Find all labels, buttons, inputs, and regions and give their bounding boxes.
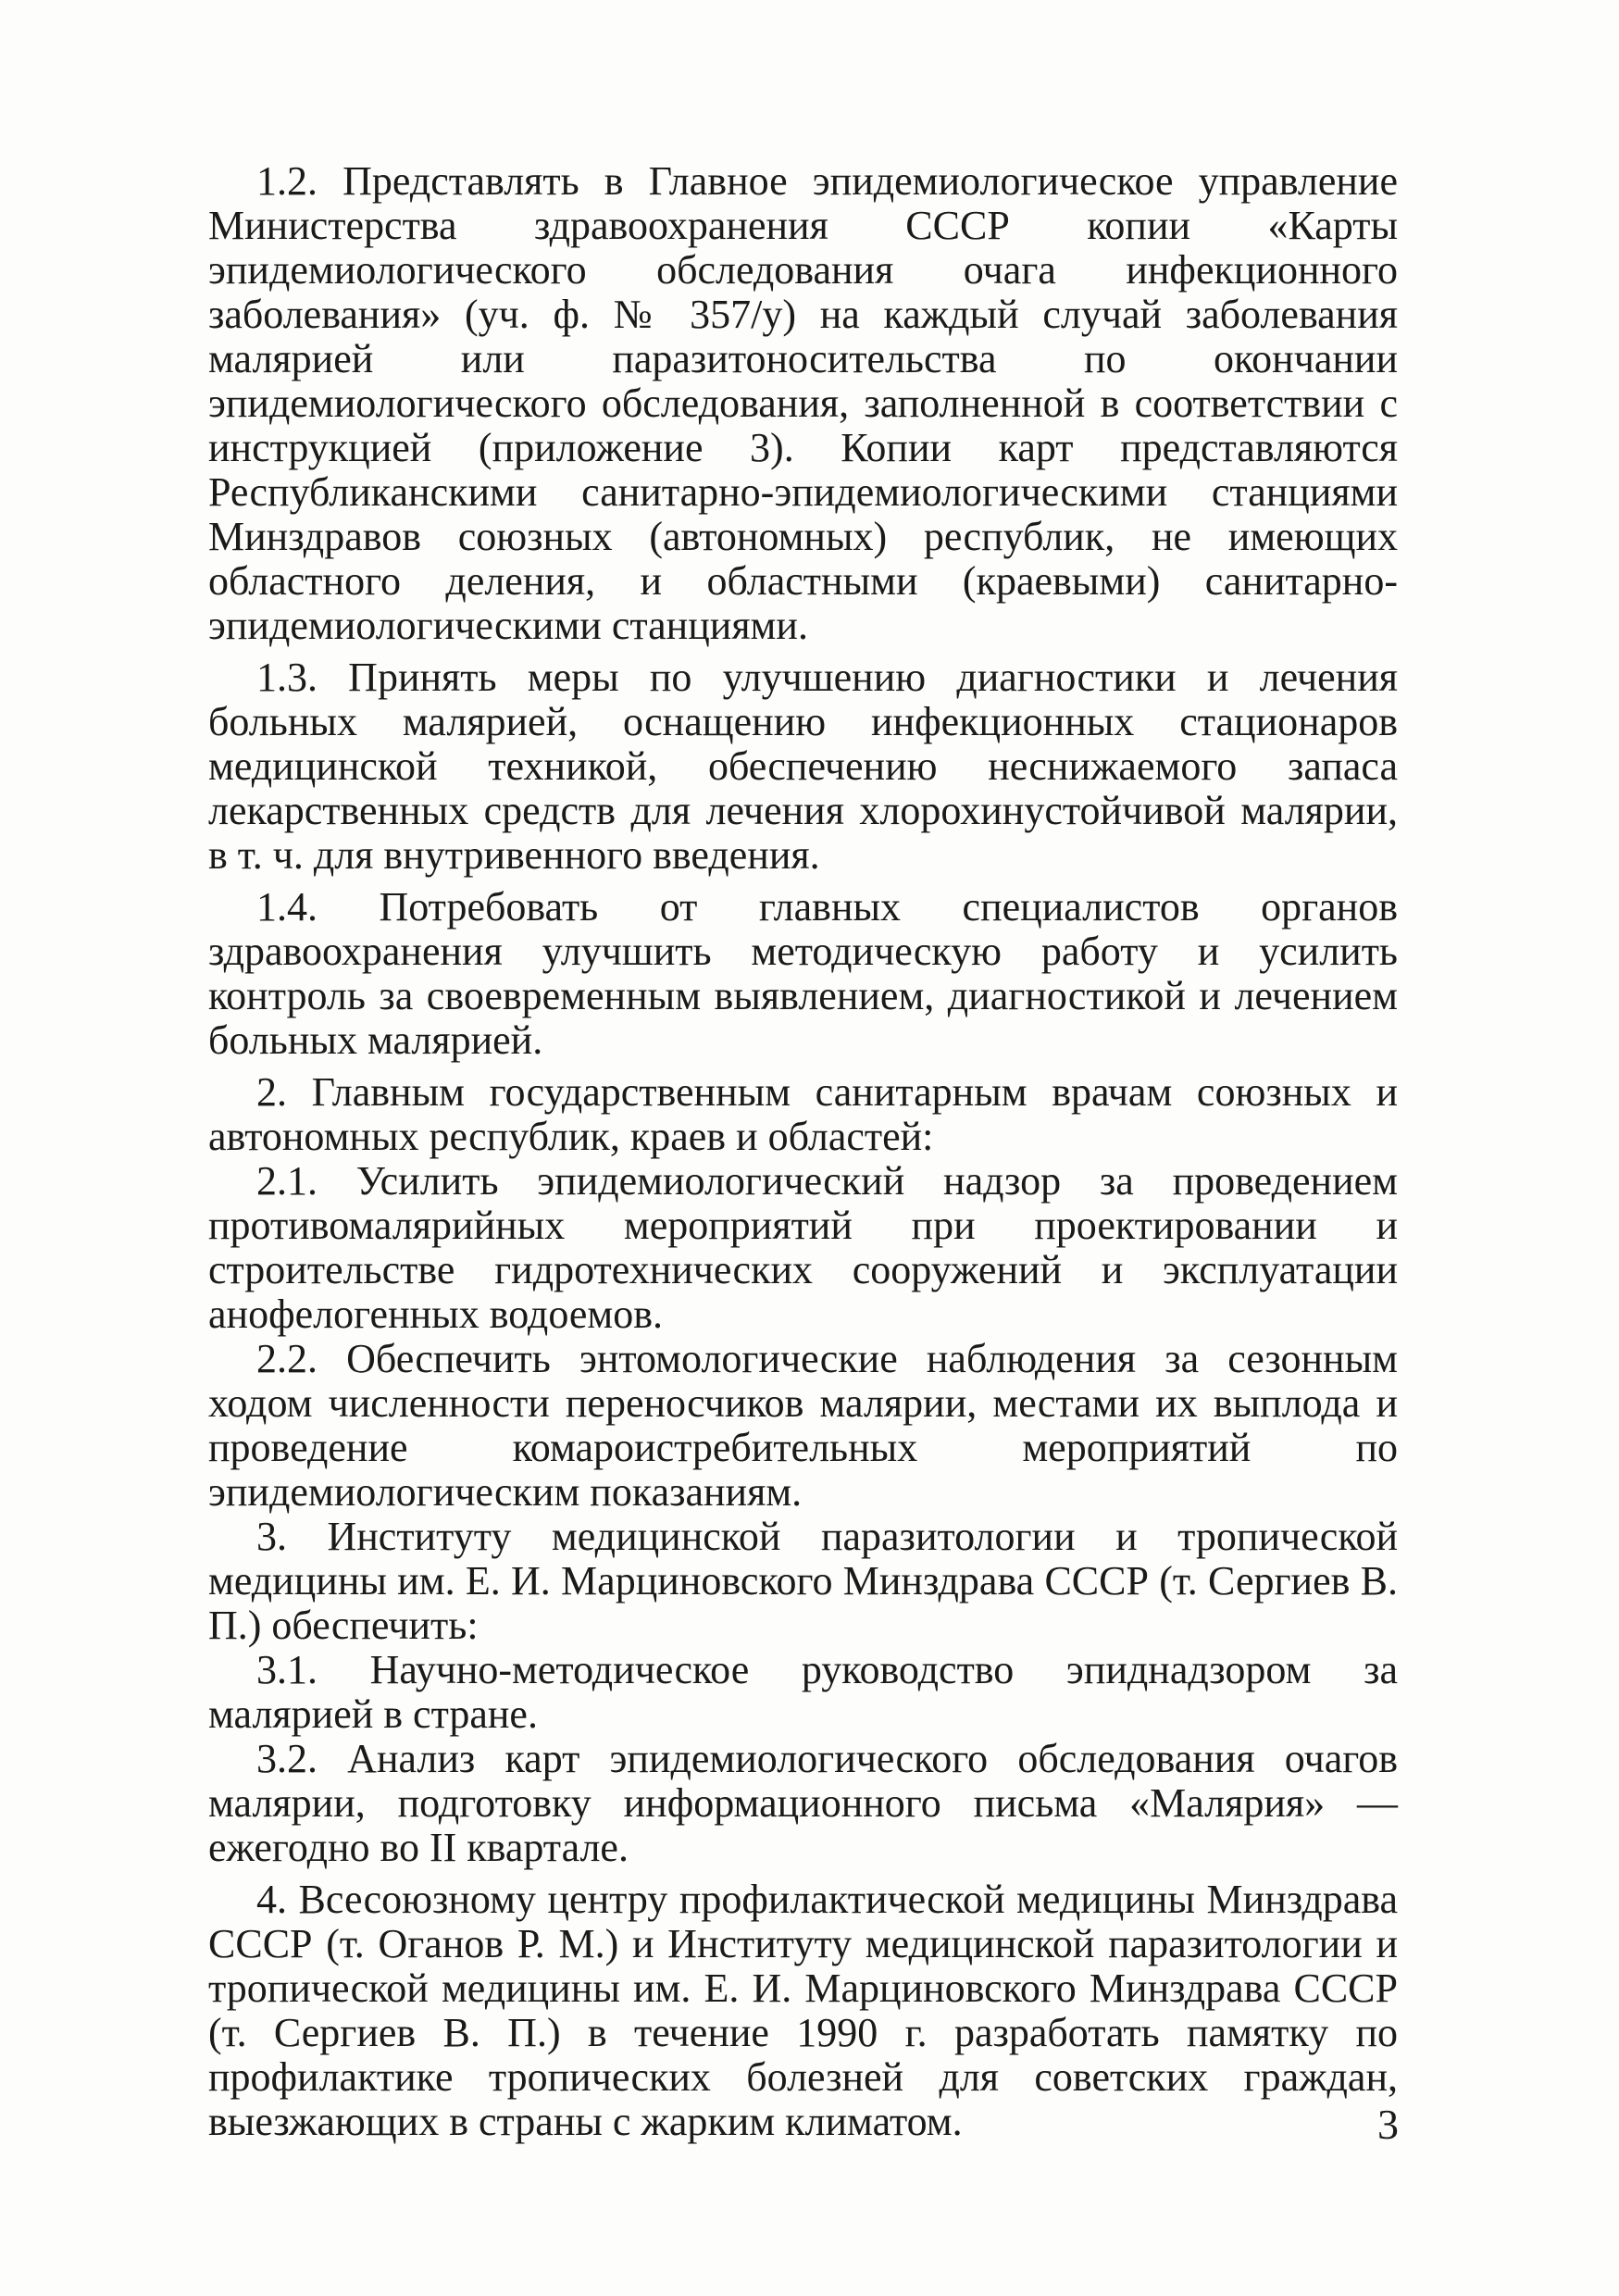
page-number: 3 xyxy=(1377,2101,1399,2148)
paragraph-3: 3. Институту медицинской паразитологии и тропической медицины им. Е. И. Марциновского Минздрава СССР (т. Сергиев В. П.) обеспечить: xyxy=(208,1514,1398,1648)
document-body xyxy=(208,159,1398,2152)
paragraph-2-2: 2.2. Обеспечить энтомологические наблюдения за сезонным ходом численности переносчиков малярии, местами их выплода и проведение комароистребительных мероприятий по эпидемиологическим показаниям. xyxy=(208,1336,1398,1515)
paragraph-2: 2. Главным государственным санитарным врачам союзных и автономных республик, краев и областей: xyxy=(208,1069,1398,1159)
paragraph-2-1: 2.1. Усилить эпидемиологический надзор за проведением противомалярийных мероприятий при проектировании и строительстве гидротехнических сооружений и эксплуатации анофелогенных водоемов. xyxy=(208,1158,1398,1337)
paragraph-1-4: 1.4. Потребовать от главных специалистов органов здравоохранения улучшить методическую работу и усилить контроль за своевременным выявлением, диагностикой и лечением больных малярией. xyxy=(208,884,1398,1063)
paragraph-3-2: 3.2. Анализ карт эпидемиологического обследования очагов малярии, подготовку информационного письма «Малярия» — ежегодно во II квартале. xyxy=(208,1736,1398,1870)
paragraph-3-1: 3.1. Научно-методическое руководство эпиднадзором за малярией в стране. xyxy=(208,1647,1398,1737)
paragraph-1-3: 1.3. Принять меры по улучшению диагностики и лечения больных малярией, оснащению инфекционных стационаров медицинской техникой, обеспечению неснижаемого запаса лекарственных средств для лечения хлорохинустойчивой малярии, в т. ч. для внутривенного введения. xyxy=(208,655,1398,878)
paragraph-4: 4. Всесоюзному центру профилактической медицины Минздрава СССР (т. Оганов Р. М.) и Институту медицинской паразитологии и тропической медицины им. Е. И. Марциновского Минздрава СССР (т. Сергиев В. П.) в течение 1990 г. разработать памятку по профилактике тропических болезней для советских граждан, выезжающих в страны с жарким климатом. xyxy=(208,1877,1398,2144)
paragraph-1-2: 1.2. Представлять в Главное эпидемиологическое управление Министерства здравоохранения СССР копии «Карты эпидемиологического обследования очага инфекционного заболевания» (уч. ф. № 357/у) на каждый случай заболевания малярией или паразитоносительства по окончании эпидемиологического обследования, заполненной в соответствии с инструкцией (приложение 3). Копии карт представляются Республиканскими санитарно-эпидемиологическими станциями Минздравов союзных (автономных) республик, не имеющих областного деления, и областными (краевыми) санитарно-эпидемиологическими станциями. xyxy=(208,158,1398,648)
